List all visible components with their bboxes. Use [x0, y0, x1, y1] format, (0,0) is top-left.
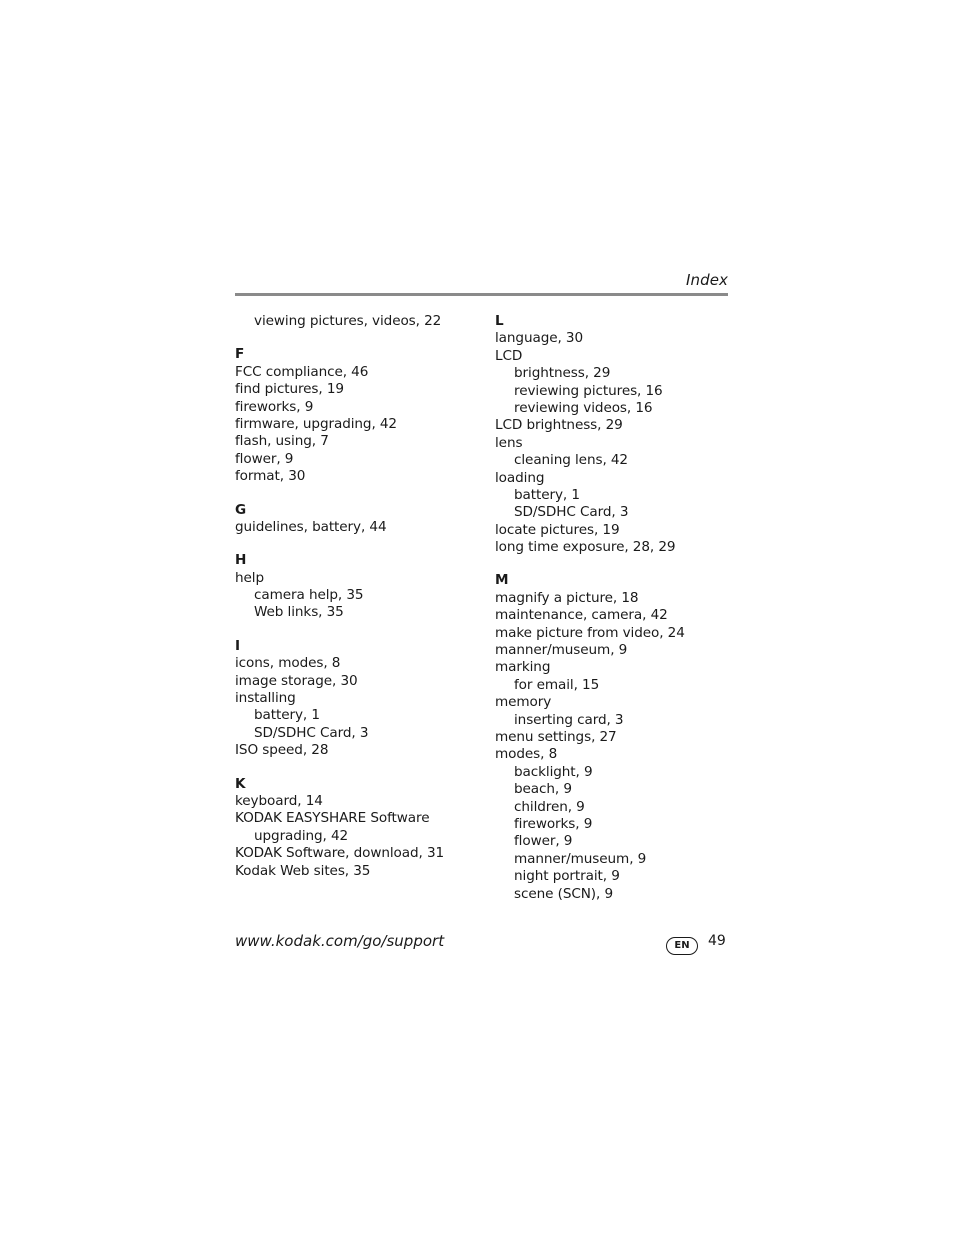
index-entry: locate pictures, 19 — [495, 521, 620, 538]
index-column-left — [235, 313, 475, 880]
index-subentry: SD/SDHC Card, 3 — [254, 724, 369, 741]
index-letter-heading: I — [235, 637, 240, 654]
index-letter-heading: G — [235, 501, 247, 518]
index-subentry: flower, 9 — [514, 833, 573, 850]
index-letter-heading: M — [495, 572, 509, 589]
index-entry: FCC compliance, 46 — [235, 363, 369, 380]
index-subentry: brightness, 29 — [514, 365, 611, 382]
index-entry: guidelines, battery, 44 — [235, 518, 387, 535]
index-entry: flash, using, 7 — [235, 433, 329, 450]
index-entry: lens — [495, 434, 523, 451]
index-entry: help — [235, 569, 264, 586]
index-entry: format, 30 — [235, 468, 306, 485]
index-entry: magnify a picture, 18 — [495, 589, 639, 606]
index-subentry: for email, 15 — [514, 676, 600, 693]
index-entry: LCD brightness, 29 — [495, 417, 623, 434]
index-subentry: camera help, 35 — [254, 587, 364, 604]
index-entry: modes, 8 — [495, 746, 558, 763]
index-column-right — [495, 313, 735, 903]
language-badge: EN — [666, 937, 698, 955]
index-subentry: battery, 1 — [254, 707, 320, 724]
index-entry: KODAK Software, download, 31 — [235, 845, 445, 862]
index-entry: keyboard, 14 — [235, 792, 323, 809]
page-number: 49 — [708, 933, 726, 949]
index-entry: ISO speed, 28 — [235, 742, 329, 759]
index-subentry: night portrait, 9 — [514, 868, 620, 885]
index-letter-heading: K — [235, 775, 246, 792]
index-entry: fireworks, 9 — [235, 398, 314, 415]
index-entry: installing — [235, 690, 296, 707]
footer-support-url: www.kodak.com/go/support — [235, 932, 445, 950]
index-letter-heading: L — [495, 313, 504, 329]
index-entry: memory — [495, 694, 552, 711]
index-subentry: fireworks, 9 — [514, 815, 593, 832]
index-entry: find pictures, 19 — [235, 381, 344, 398]
index-subentry: upgrading, 42 — [254, 827, 349, 844]
index-subentry: beach, 9 — [514, 781, 572, 798]
header-divider — [235, 293, 728, 296]
index-entry: image storage, 30 — [235, 672, 358, 689]
index-entry: maintenance, camera, 42 — [495, 607, 668, 624]
index-entry: firmware, upgrading, 42 — [235, 415, 397, 432]
index-subentry: SD/SDHC Card, 3 — [514, 504, 629, 521]
index-subentry: backlight, 9 — [514, 763, 593, 780]
index-entry: flower, 9 — [235, 450, 294, 467]
index-letter-heading: H — [235, 552, 247, 569]
index-subentry: viewing pictures, videos, 22 — [254, 313, 442, 329]
index-entry: make picture from video, 24 — [495, 624, 685, 641]
index-entry: long time exposure, 28, 29 — [495, 539, 676, 556]
index-subentry: manner/museum, 9 — [514, 850, 647, 867]
index-subentry: cleaning lens, 42 — [514, 452, 628, 469]
index-subentry: scene (SCN), 9 — [514, 885, 614, 902]
index-entry: loading — [495, 469, 545, 486]
page-header-title: Index — [685, 271, 728, 289]
index-subentry: inserting card, 3 — [514, 711, 624, 728]
index-subentry: reviewing pictures, 16 — [514, 382, 663, 399]
index-entry: menu settings, 27 — [495, 728, 617, 745]
index-subentry: battery, 1 — [514, 486, 580, 503]
index-entry: LCD — [495, 347, 523, 364]
index-entry: marking — [495, 659, 551, 676]
index-entry: icons, modes, 8 — [235, 655, 341, 672]
index-letter-heading: F — [235, 346, 245, 363]
index-entry: KODAK EASYSHARE Software — [235, 810, 430, 827]
index-entry: Kodak Web sites, 35 — [235, 862, 371, 879]
index-subentry: Web links, 35 — [254, 604, 344, 621]
index-entry: manner/museum, 9 — [495, 642, 628, 659]
index-subentry: reviewing videos, 16 — [514, 399, 653, 416]
index-entry: language, 30 — [495, 330, 584, 347]
index-subentry: children, 9 — [514, 798, 585, 815]
